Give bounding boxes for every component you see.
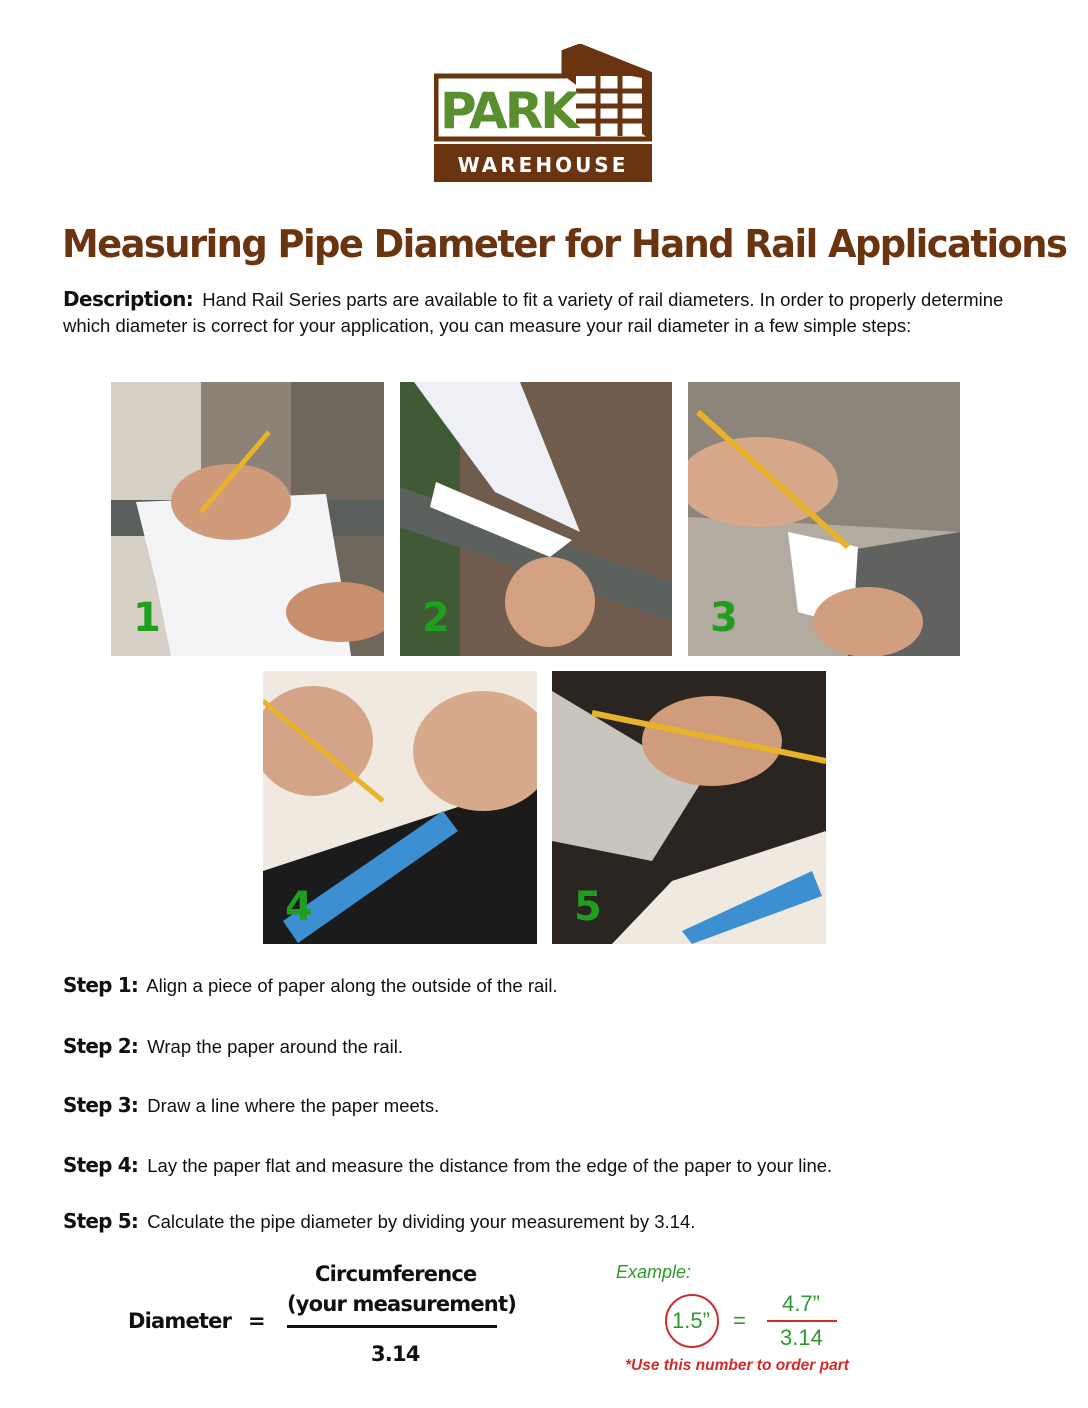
formula-numerator-line2: (your measurement)	[287, 1292, 516, 1316]
step-5	[63, 1209, 695, 1233]
step-2	[63, 1034, 403, 1058]
description-text: Hand Rail Series parts are available to fit a variety of rail diameters. In order to properly determine which diameter is correct for your application, you can measure your rail diameter in a few simple steps:	[63, 289, 1004, 336]
photo-number: 1	[133, 595, 161, 641]
step-label: Step 1:	[63, 973, 139, 997]
description	[63, 286, 1028, 339]
logo-word-warehouse: WAREHOUSE	[457, 153, 629, 177]
step-label: Step 3:	[63, 1093, 139, 1117]
photo-number: 4	[285, 884, 313, 930]
step-3-photo	[688, 382, 960, 656]
photo-number: 2	[422, 595, 450, 641]
park-warehouse-logo	[434, 44, 652, 182]
step-text: Calculate the pipe diameter by dividing your measurement by 3.14.	[147, 1211, 696, 1232]
step-1-photo	[111, 382, 384, 656]
photo-number: 3	[710, 595, 738, 641]
formula-lhs: Diameter	[128, 1309, 232, 1333]
example-result: 1.5”	[672, 1308, 710, 1333]
photo-number: 5	[574, 884, 602, 930]
page-title: Measuring Pipe Diameter for Hand Rail Applications	[62, 222, 1067, 266]
step-text: Draw a line where the paper meets.	[147, 1095, 440, 1116]
formula-fraction-line	[287, 1325, 497, 1328]
step-label: Step 4:	[63, 1153, 139, 1177]
step-3	[63, 1093, 439, 1117]
step-2-photo	[400, 382, 672, 656]
example-equals: =	[733, 1308, 746, 1333]
example-fraction-line	[767, 1320, 837, 1322]
formula-numerator-line1: Circumference	[315, 1262, 477, 1286]
step-text: Wrap the paper around the rail.	[147, 1036, 403, 1057]
step-4	[63, 1153, 832, 1177]
formula-denominator: 3.14	[371, 1342, 420, 1366]
step-label: Step 5:	[63, 1209, 139, 1233]
logo-word-park: PARK	[440, 82, 576, 140]
formula-equals: =	[248, 1309, 265, 1333]
example-numerator: 4.7”	[782, 1291, 820, 1316]
step-4-photo	[263, 671, 537, 944]
step-5-photo	[552, 671, 826, 944]
order-part-note: *Use this number to order part	[625, 1357, 849, 1374]
step-label: Step 2:	[63, 1034, 139, 1058]
description-label: Description:	[63, 287, 194, 311]
step-1	[63, 973, 558, 997]
example-label: Example:	[616, 1262, 692, 1282]
step-text: Align a piece of paper along the outside of the rail.	[146, 975, 558, 996]
step-text: Lay the paper flat and measure the distance from the edge of the paper to your line.	[147, 1155, 833, 1176]
example-denominator: 3.14	[780, 1325, 823, 1350]
